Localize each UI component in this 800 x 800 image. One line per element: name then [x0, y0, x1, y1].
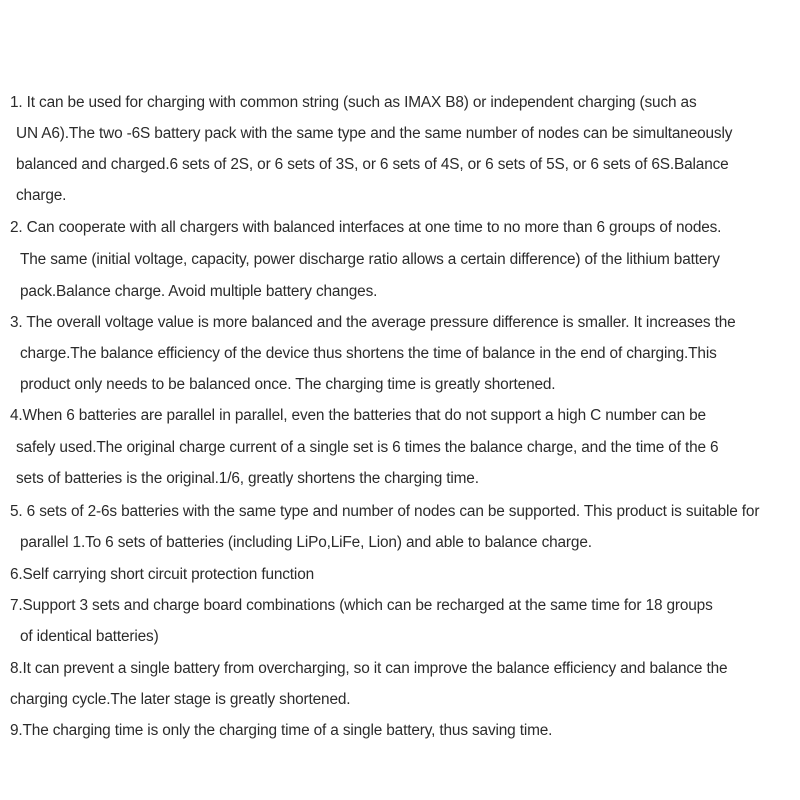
text-line-18: of identical batteries)	[20, 628, 159, 645]
text-line-20: charging cycle.The later stage is greatly shortened.	[10, 691, 351, 708]
text-line-8: 3. The overall voltage value is more balanced and the average pressure difference is smaller. It increases the	[10, 314, 736, 331]
text-line-5: 2. Can cooperate with all chargers with balanced interfaces at one time to no more than 6 groups of nodes.	[10, 219, 722, 236]
text-line-13: sets of batteries is the original.1/6, greatly shortens the charging time.	[16, 470, 479, 487]
text-line-16: 6.Self carrying short circuit protection function	[10, 566, 315, 583]
text-line-4: charge.	[16, 187, 67, 204]
text-line-14: 5. 6 sets of 2-6s batteries with the same type and number of nodes can be supported. This product is suitable for	[10, 503, 760, 520]
text-line-6: The same (initial voltage, capacity, power discharge ratio allows a certain difference) of the lithium battery	[20, 251, 720, 268]
text-line-7: pack.Balance charge. Avoid multiple battery changes.	[20, 283, 378, 300]
text-line-1: 1. It can be used for charging with common string (such as IMAX B8) or independent charging (such as	[10, 94, 697, 111]
text-line-10: product only needs to be balanced once. The charging time is greatly shortened.	[20, 376, 556, 393]
text-line-17: 7.Support 3 sets and charge board combinations (which can be recharged at the same time for 18 groups	[10, 597, 713, 614]
text-line-3: balanced and charged.6 sets of 2S, or 6 sets of 3S, or 6 sets of 4S, or 6 sets of 5S, or 6 sets of 6S.Balance	[16, 156, 729, 173]
text-line-19: 8.It can prevent a single battery from overcharging, so it can improve the balance efficiency and balance the	[10, 660, 728, 677]
text-line-12: safely used.The original charge current of a single set is 6 times the balance charge, and the time of the 6	[16, 439, 719, 456]
text-line-2: UN A6).The two -6S battery pack with the same type and the same number of nodes can be simultaneously	[16, 125, 733, 142]
text-line-21: 9.The charging time is only the charging time of a single battery, thus saving time.	[10, 722, 553, 739]
text-line-15: parallel 1.To 6 sets of batteries (including LiPo,LiFe, Lion) and able to balance charge.	[20, 534, 592, 551]
text-line-11: 4.When 6 batteries are parallel in parallel, even the batteries that do not support a high C number can be	[10, 407, 706, 424]
text-line-9: charge.The balance efficiency of the device thus shortens the time of balance in the end of charging.This	[20, 345, 717, 362]
